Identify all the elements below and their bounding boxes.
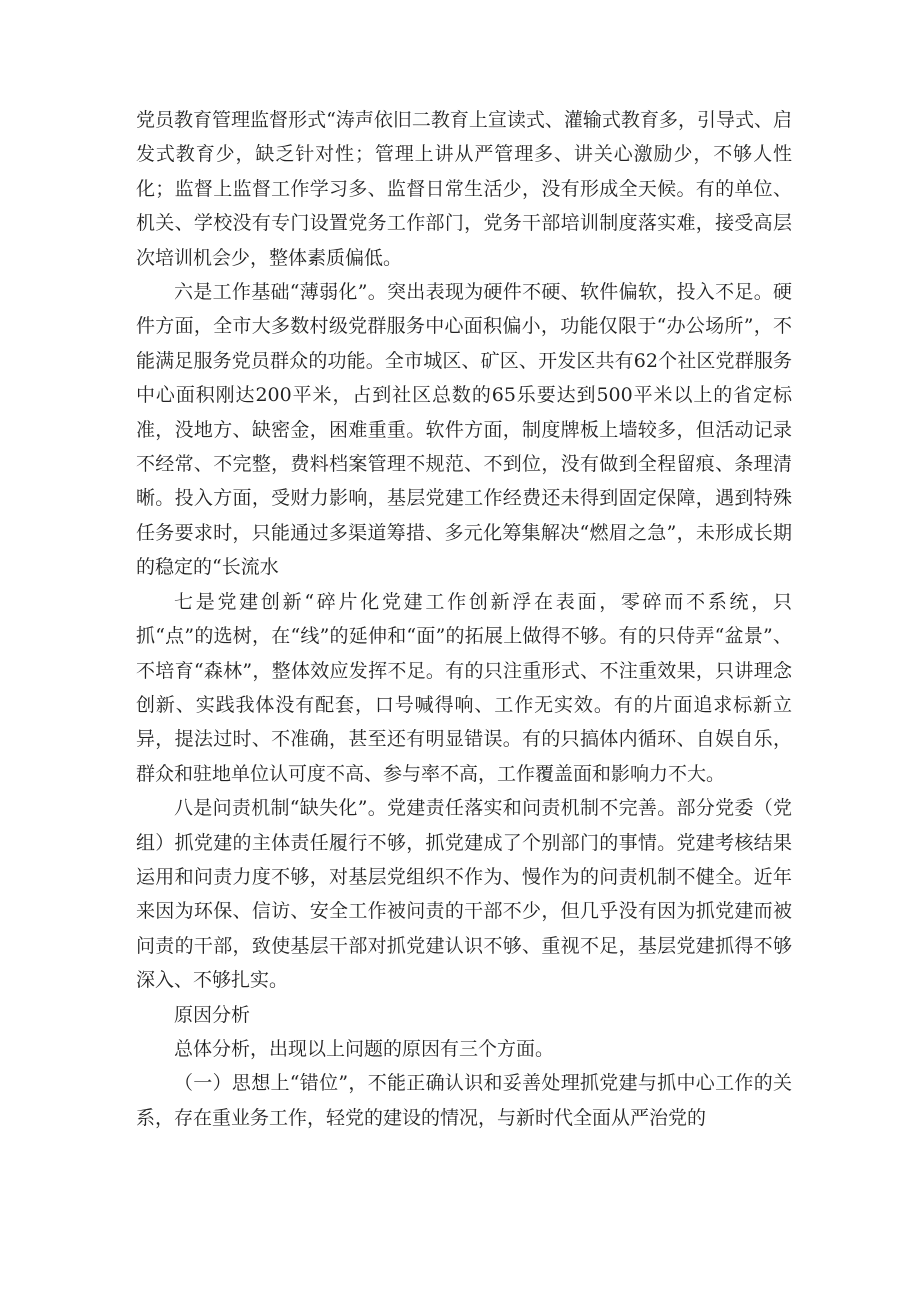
paragraph-party-innovation: 七是党建创新“碎片化党建工作创新浮在表面，零碎而不系统，只抓“点”的选树，在“线”的延伸和“面”的拓展上做得不够。有的只侍弄“盆景”、不培育“森林”，整体效应发挥不足。有的只注重形式、不注重效果，只讲理念创新、实践我体没有配套，口号喊得响、工作无实效。有的片面追求标新立异，提法过时、不准确，甚至还有明显错误。有的只搞体内循环、自娱自乐，群众和驻地单位认可度不高、参与率不高，工作覆盖面和影响力不大。: [136, 590, 792, 785]
paragraph-accountability: 八是问责机制“缺失化”。党建责任落实和问责机制不完善。部分党委（党组）抓党建的主体责任履行不够，抓党建成了个别部门的事情。党建考核结果运用和问责力度不够，对基层党组织不作为、慢作为的问责机制不健全。近年来因为环保、信访、安全工作被问责的干部不少，但几乎没有因为抓党建而被问责的干部，致使基层干部对抓党建认识不够、重视不足，基层党建抓得不够深入、不够扎实。: [136, 797, 792, 992]
paragraph-ideological-misplacement: （一）思想上“错位”，不能正确认识和妥善处理抓党建与抓中心工作的关系，存在重业务工作，轻党的建设的情况，与新时代全面从严治党的: [136, 1072, 792, 1129]
paragraph-overall-analysis: 总体分析，出现以上问题的原因有三个方面。: [174, 1037, 555, 1060]
paragraph-party-member-education: 党员教育管理监督形式“涛声依旧二教育上宣读式、灌输式教育多，引导式、启发式教育少，缺乏针对性；管理上讲从严管理多、讲关心激励少，不够人性化；监督上监督工作学习多、监督日常生活少，没有形成全天候。有的单位、机关、学校没有专门设置党务工作部门，党务干部培训制度落实难，接受高层次培训机会少，整体素质偏低。: [136, 109, 792, 269]
section-heading-cause-analysis: 原因分析: [174, 1003, 251, 1026]
paragraph-work-foundation: 六是工作基础“薄弱化”。突出表现为硬件不硬、软件偏软，投入不足。硬件方面，全市大多数村级党群服务中心面积偏小，功能仅限于“办公场所”，不能满足服务党员群众的功能。全市城区、矿区、开发区共有62个社区党群服务中心面积刚达200平米，占到社区总数的65乐要达到500平米以上的省定标准，没地方、缺密金，困难重重。软件方面，制度牌板上墙较多，但活动记录不经常、不完整，费料档案管理不规范、不到位，没有做到全程留痕、条理清晰。投入方面，受财力影响，基层党建工作经费还未得到固定保障，遇到特殊任务要求时，只能通过多渠道筹措、多元化筹集解决“燃眉之急”，未形成长期的稳定的“长流水: [136, 281, 792, 579]
document-body: [136, 103, 792, 1135]
